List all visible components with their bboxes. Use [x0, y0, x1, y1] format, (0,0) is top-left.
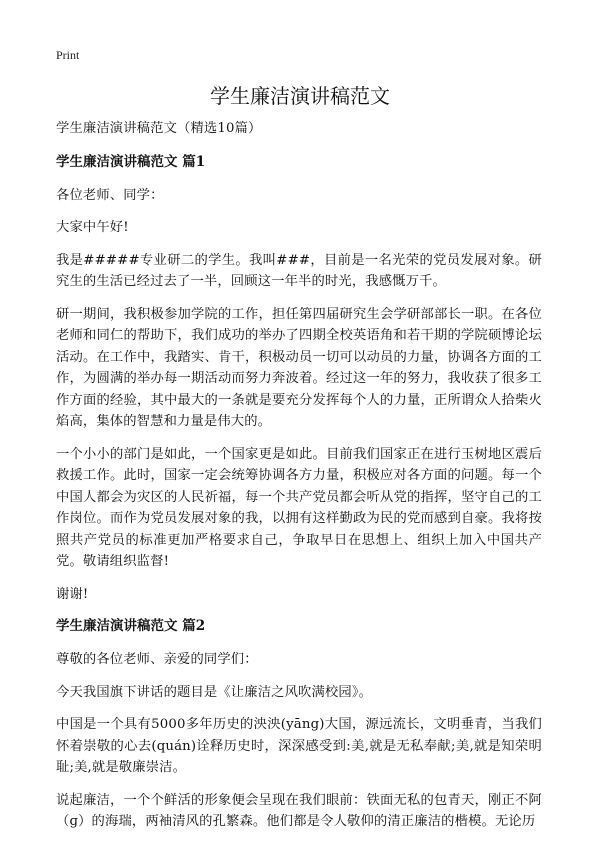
paragraph: 大家中午好! — [56, 220, 129, 235]
paragraph: 今天我国旗下讲话的题目是《让廉洁之风吹满校园》。 — [56, 684, 373, 700]
paragraph: 谢谢! — [56, 586, 89, 602]
paragraph: 一个小小的部门是如此，一个国家更是如此。目前我们国家正在进行玉树地区震后救援工作。此时，国家一定会统筹协调各方力量，积极应对各方面的问题。每一个中国人都会为灾区的人民祈福，每一个共产党员都会听从党的指挥，坚守自己的工作岗位。而作为党员发展对象的我，以拥有这样勤政为民的党而感到自豪。我将按照共产党员的标准更加严格要求自己，争取早日在思想上、组织上加入中国共产党。敬请组织监督! — [56, 446, 542, 569]
paragraph: 我是#####专业研二的学生。我叫###，目前是一名光荣的党员发展对象。研究生的生活已经过去了一半，回顾这一年半的时光，我感慨万千。 — [56, 252, 542, 289]
print-label[interactable]: Print — [56, 48, 80, 62]
document-subtitle: 学生廉洁演讲稿范文（精选10篇） — [56, 121, 262, 136]
document-title: 学生廉洁演讲稿范文 — [210, 84, 390, 108]
paragraph: 研一期间，我积极参加学院的工作，担任第四届研究生会学研部部长一职。在各位老师和同仁的帮助下，我们成功的举办了四期全校英语角和若干期的学院硕博论坛活动。在工作中，我踏实、肯干，积极动员一切可以动员的力量，协调各方面的工作，为圆满的举办每一期活动而努力奔波着。经过这一年的努力，我收获了很多工作方面的经验，其中最大的一条就是要充分发挥每个人的力量，正所谓众人拾柴火焰高，集体的智慧和力量是伟大的。 — [56, 306, 542, 429]
document-body — [56, 118, 542, 844]
section-heading: 学生廉洁演讲稿范文 篇1 — [56, 153, 206, 170]
paragraph: 各位老师、同学： — [56, 187, 164, 203]
paragraph: 中国是一个具有5000多年历史的泱泱(yāng)大国，源远流长，文明垂青，当我们怀着崇敬的心去(quán)诠释历史时，深深感受到:美,就是无私奉献;美,就是知荣明耻;美,就是敬廉崇洁。 — [56, 717, 542, 775]
section-heading: 学生廉洁演讲稿范文 篇2 — [56, 618, 206, 634]
paragraph: 说起廉洁，一个个鲜活的形象便会呈现在我们眼前：铁面无私的包青天，刚正不阿（ɡ）的海瑞，两袖清风的孔繁森。他们都是令人敬仰的清正廉洁的楷模。无论历 — [56, 792, 542, 829]
paragraph: 尊敬的各位老师、亲爱的同学们： — [56, 652, 258, 667]
